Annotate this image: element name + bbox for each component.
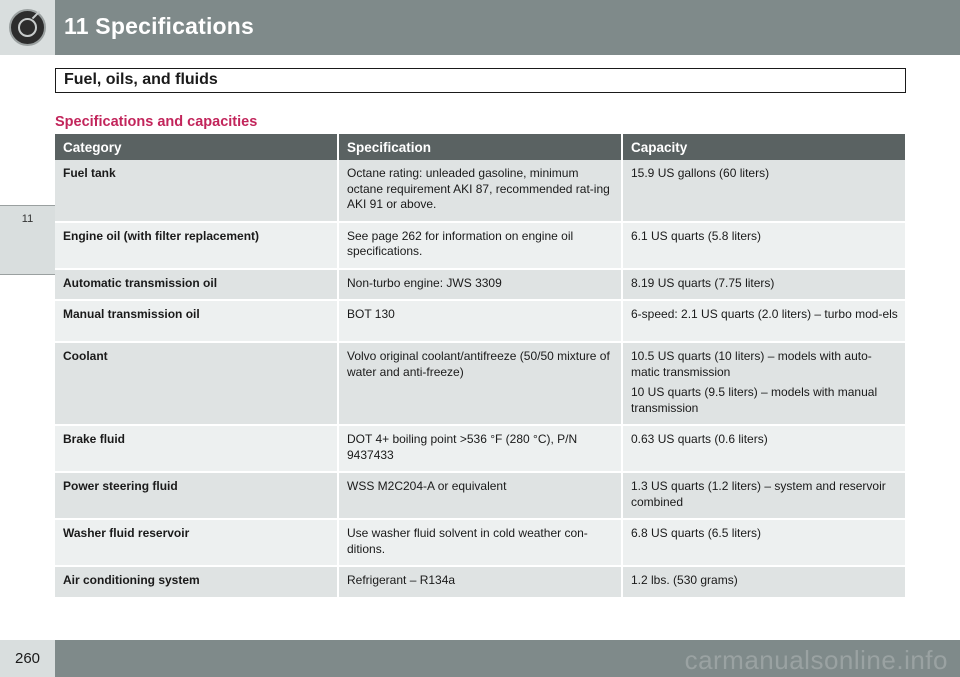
category-cell: Washer fluid reservoir (55, 519, 338, 566)
capacity-text: 1.3 US quarts (1.2 liters) – system and reservoir combined (631, 479, 886, 509)
specification-cell: WSS M2C204-A or equivalent (338, 472, 622, 519)
logo-box (0, 0, 55, 55)
capacity-cell (622, 160, 905, 222)
table-row (55, 269, 905, 301)
specification-cell: BOT 130 (338, 300, 622, 342)
table-row (55, 342, 905, 425)
capacity-text: 0.63 US quarts (0.6 liters) (631, 432, 768, 446)
table-row (55, 160, 905, 222)
capacity-text: 8.19 US quarts (7.75 liters) (631, 275, 775, 290)
table-row (55, 425, 905, 472)
capacity-cell (622, 472, 905, 519)
capacity-cell (622, 519, 905, 566)
capacity-cell (622, 222, 905, 269)
category-cell: Engine oil (with filter replacement) (55, 222, 338, 269)
category-cell: Power steering fluid (55, 472, 338, 519)
specification-cell: DOT 4+ boiling point >536 °F (280 °C), P/N 9437433 (338, 425, 622, 472)
page-number: 260 (14, 650, 41, 667)
category-cell: Air conditioning system (55, 566, 338, 598)
capacity-text: 6-speed: 2.1 US quarts (2.0 liters) – turbo mod-els (631, 307, 898, 321)
section-title: Fuel, oils, and fluids (55, 68, 906, 93)
table-row (55, 222, 905, 269)
capacity-text: 1.2 lbs. (530 grams) (631, 573, 738, 587)
side-margin-lower (0, 275, 55, 640)
table-row (55, 472, 905, 519)
column-header-specification: Specification (338, 134, 622, 160)
category-cell: Automatic transmission oil (55, 269, 338, 301)
chapter-tab-label: 11 (21, 213, 34, 225)
volvo-logo-icon (9, 9, 46, 46)
capacity-cell (622, 425, 905, 472)
table-row (55, 300, 905, 342)
column-header-capacity: Capacity (622, 134, 905, 160)
watermark: carmanualsonline.info (684, 645, 948, 675)
chapter-tab (0, 205, 55, 275)
capacity-cell (622, 566, 905, 598)
category-cell: Manual transmission oil (55, 300, 338, 342)
table-header-row (55, 134, 905, 160)
specification-cell: Octane rating: unleaded gasoline, minimum octane requirement AKI 87, recommended rat-ing AKI 91 or above. (338, 160, 622, 222)
capacity-text: 10.5 US quarts (10 liters) – models with auto-matic transmission (631, 349, 872, 379)
capacity-cell (622, 269, 905, 301)
column-header-category: Category (55, 134, 338, 160)
side-margin (0, 55, 55, 205)
capacity-text: 10 US quarts (9.5 liters) – models with manual transmission (631, 385, 878, 415)
specification-cell: Non-turbo engine: JWS 3309 (338, 269, 622, 301)
category-cell: Coolant (55, 342, 338, 425)
capacity-cell (622, 342, 905, 425)
table-row (55, 566, 905, 598)
capacity-text: 6.8 US quarts (6.5 liters) (631, 526, 762, 540)
specification-cell: Volvo original coolant/antifreeze (50/50 mixture of water and anti-freeze) (338, 342, 622, 425)
capacity-text: 15.9 US gallons (60 liters) (631, 166, 770, 180)
specification-cell: Use washer fluid solvent in cold weather con-ditions. (338, 519, 622, 566)
table-row (55, 519, 905, 566)
capacity-cell (622, 300, 905, 342)
category-cell: Brake fluid (55, 425, 338, 472)
specification-cell: Refrigerant – R134a (338, 566, 622, 598)
specifications-table (55, 134, 905, 599)
category-cell: Fuel tank (55, 160, 338, 222)
specification-cell: See page 262 for information on engine oil specifications. (338, 222, 622, 269)
subsection-title: Specifications and capacities (55, 114, 258, 130)
chapter-title: 11 Specifications (64, 13, 255, 39)
capacity-text: 6.1 US quarts (5.8 liters) (631, 228, 762, 243)
